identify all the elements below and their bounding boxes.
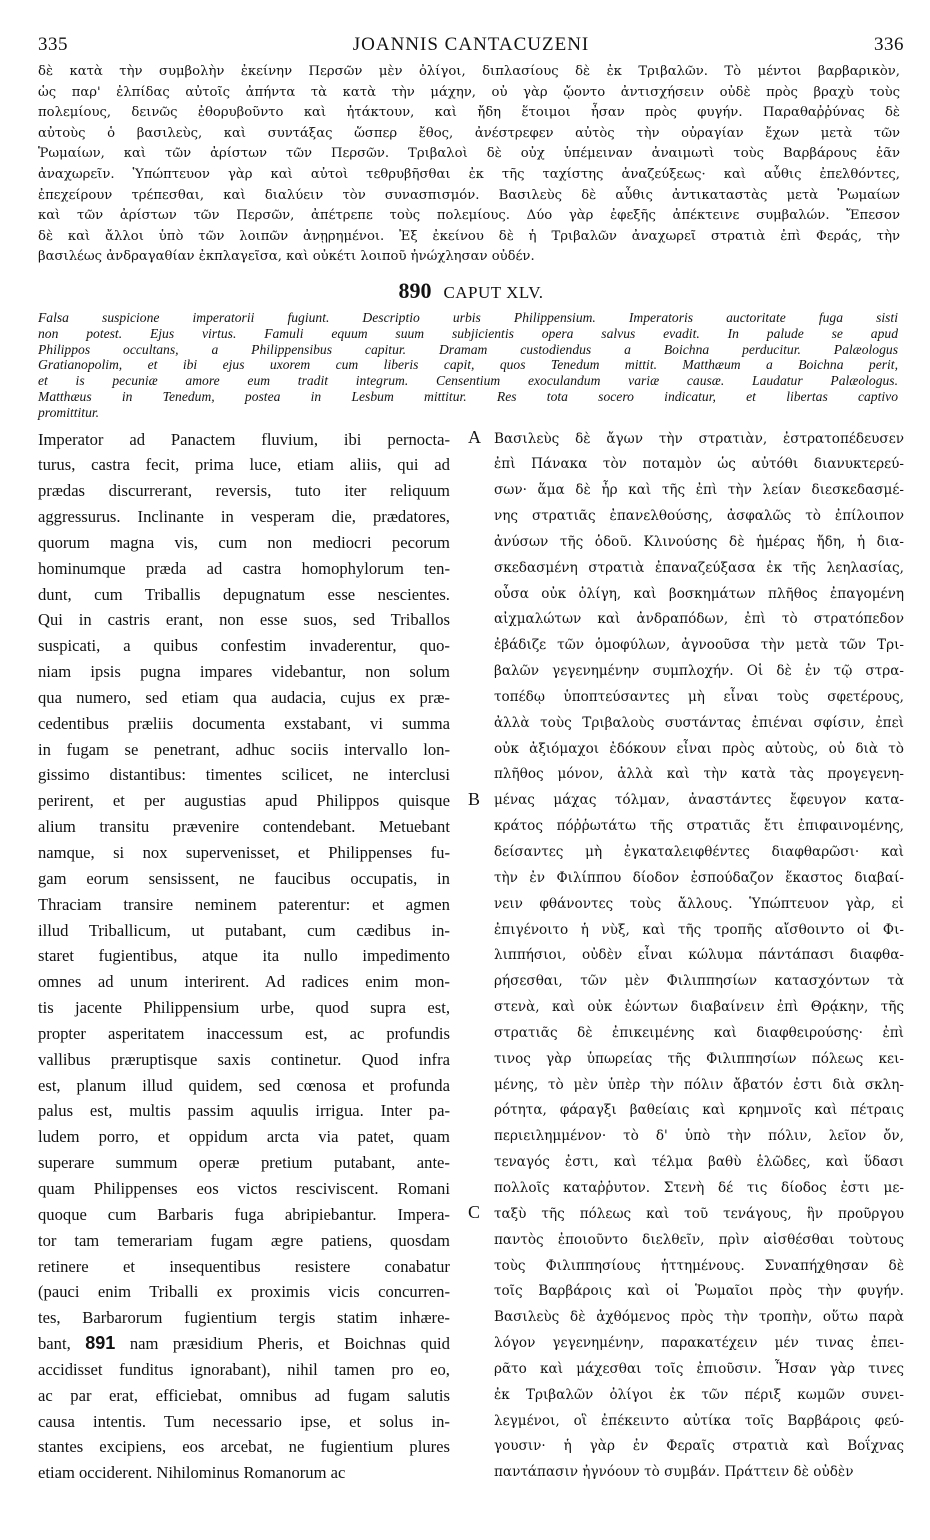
greek-line: δείσαντες μὴ ἐγκαταλειφθέντες διαφθαρῶσι· καὶ: [493, 844, 904, 861]
latin-line: aggressurus. Inclinante in vesperam die, prædatores,: [38, 507, 450, 527]
latin-line: (pauci enim Triballi ex proximis vicis concurren-: [38, 1282, 450, 1302]
running-head: [38, 34, 904, 56]
inline-margin-number: 891: [85, 1333, 116, 1354]
latin-line: hominumque præda ad castra homophylorum ten-: [38, 558, 450, 578]
greek-line: αἰχμαλώτων καὶ ἀνδραπόδων, ἐπὶ τὸ στρατόπεδον: [493, 611, 904, 628]
latin-line: propter asperitatem inaccessum est, ac profundis: [38, 1023, 450, 1043]
greek-line: στενὰ, καὶ οὐκ ἐώντων διαβαίνειν ἐπὶ Θρᾴκην, τῆς: [493, 999, 904, 1016]
running-title: JOANNIS CANTACUZENI: [352, 34, 590, 55]
latin-line: perirent, et per augustias apud Philippos quisque: [38, 791, 450, 811]
latin-line: in fugam se penetrant, adhuc sociis intervallo lon-: [38, 739, 450, 759]
greek-top-line: ἀναχωρεῖν. Ὑπώπτευον γὰρ καὶ αὐτοὶ τεθρυβῆσθαι ἐκ τῆς ταχίστης ἀναζεύξεως· καὶ αὖθις ἐπελθόντες,: [38, 166, 900, 182]
summary-line: Gratianopolim, et ibi ejus uxorem cum liberis capit, quos Tenedum mittit. Matthæum a Boichna perit,: [38, 357, 898, 373]
summary-line: et is pecuniæ amore eum tradit integrum. Censentium exoculandum variæ causæ. Laudatur Palæologus.: [38, 373, 898, 389]
latin-line: superare summum operæ pretium putabant, ante-: [38, 1153, 450, 1173]
latin-line: stantes excipiens, eos arcebat, ne fugientium plures: [38, 1437, 450, 1457]
greek-top-line: καὶ τῶν ἀρίστων τῶν Περσῶν, ἀπέτρεπε τοὺς πολεμίους. Δύο γὰρ ἐφεξῆς ἀπέκτεινε συμβαλών. Ἔπεσον: [38, 208, 900, 224]
greek-line: ρήσεσθαι, τῶν μὲν Φιλιππησίων κατασχόντων τὰ: [493, 973, 904, 990]
greek-line: Βασιλεὺς δὲ ἀχθόμενος πρὸς τὴν τροπὴν, οὕτω παρὰ: [493, 1309, 904, 1326]
latin-line: tes, Barbarorum fugientium tergis statim inhære-: [38, 1308, 450, 1328]
latin-line: quoque cum Barbaris fuga abripiebantur. Impera-: [38, 1204, 450, 1224]
greek-top-line: αὐτοὺς ὁ βασιλεὺς, καὶ συντάξας ὥσπερ ἔθος, ἀνέστρεφεν αὐτὸς τὴν οὐραγίαν ἔχων μετὰ τῶν: [38, 125, 900, 141]
latin-line: etiam occiderent. Nihilominus Romanorum ac: [38, 1463, 346, 1483]
greek-line: τὴν ἐν Φιλίππου δίοδον ἐσπούδαζον ἕκαστος διαβαί-: [493, 869, 904, 886]
summary-line: Matthæus in Tenedum, postea in Lesbum mittitur. Res tota socero indicatur, et libertas captivo: [38, 388, 898, 404]
latin-line: tis jacente Philippensium urbe, quod supra est,: [38, 998, 450, 1018]
latin-line: tor tam temerariam fugam ægre patiens, quosdam: [38, 1230, 450, 1250]
greek-line: παντὸς ἐποιοῦντο διελθεῖν, πρὶν αἰσθέσθαι τοὺτους: [493, 1231, 904, 1248]
greek-line: ρότητα, φάραγξι βαθείαις καὶ κρημνοῖς καὶ πέτραις: [493, 1102, 904, 1119]
greek-top-line: δὲ καὶ ἄλλοι ὑπὸ τῶν λοιπῶν ἀνῃρημένοι. Ἐξ ἐκείνου δὲ ἡ Τριβαλῶν ἀναχωρεῖ στρατιὰ ἐπὶ Φεράς, τὴν: [38, 228, 900, 244]
greek-line: βαλῶν γεγενημένην συμπλοχήν. Οἱ δὲ ἐν τῷ στρα-: [493, 663, 904, 680]
latin-column: [38, 427, 450, 1487]
page-number-left: 335: [38, 34, 68, 55]
greek-line: σκεδασμένη στρατιὰ ἐπαναζεύξασα ἐκ τῆς λεηλασίας,: [493, 559, 904, 576]
greek-line: στρατιᾶς δὲ ἐπικειμένης καὶ διαφθειρούσης· ἐπὶ: [493, 1024, 904, 1041]
greek-line: τινος γὰρ ὑπωρείας τῆς Φιλιππησίων πόλεως κει-: [493, 1050, 904, 1067]
greek-line: λεγμένοι, οἳ ἐπέκειντο αὐτίκα τοῖς Βαρβάροις φεύ-: [493, 1412, 904, 1429]
greek-line: μένας μάχας τόλμαν, ἀναστάντες ἔφευγον κατα-: [493, 792, 904, 809]
greek-line: τοὺς Φιλιππησίους ἡττημένους. Συναπήχθησαν δὲ: [493, 1257, 904, 1274]
greek-line: τοπέδῳ ὑποπτεύσαντες μὴ εἶναι τοὺς σφετέρους,: [493, 688, 904, 705]
latin-line: omnes ad unum interirent. Ad radices enim mon-: [38, 972, 450, 992]
latin-line: Qui in castris erant, non esse suos, sed Triballos: [38, 610, 450, 630]
chapter-heading: [38, 278, 904, 304]
margin-marker-b: B: [468, 788, 481, 809]
greek-line: ἐπὶ Πάνακα τὸν ποταμὸν ὡς αὐτόθι διανυκτερεύ-: [493, 456, 904, 473]
greek-line: πλῆθος μόνον, ἀλλὰ καὶ τὴν κατὰ τὰς προγεγενη-: [493, 766, 904, 783]
greek-top-line: δὲ κατὰ τὴν συμβολὴν ἐκείνην Περσῶν μὲν ὀλίγοι, διπλασίους δὲ ἐκ Τριβαλῶν. Τὸ μέντοι βαρβαρικὸν,: [38, 64, 900, 79]
summary-line: Philippos occultans, a Philippensibus capitur. Dramam custodiendus a Boichna perducitur. Palæologus: [38, 341, 898, 357]
latin-line: est, planum illud quidem, sed cœnosa et profunda: [38, 1075, 450, 1095]
latin-line: staret fugientibus, atque ita nullo impedimento: [38, 946, 450, 966]
latin-line: bant, 891 nam præsidium Pheris, et Boichnas quid: [38, 1333, 450, 1354]
greek-line: ταξὺ τῆς πόλεως καὶ τοῦ τενάγους, ἣν προῦργου: [493, 1205, 904, 1222]
latin-line: namque, si nox supervenisset, et Philippenses fu-: [38, 843, 450, 863]
greek-line: τεναγός ἐστι, καὶ τέλμα βαθὺ ἑλῶδες, καὶ ὕδασι: [493, 1154, 904, 1171]
latin-line: illud Triballicum, ut putabant, cum cædibus in-: [38, 920, 450, 940]
latin-line: causa intentis. Tum necessario ipse, et solus in-: [38, 1411, 450, 1431]
latin-line: qua numero, sed etiam qua audacia, cujus ex præ-: [38, 687, 450, 707]
greek-line: σων· ἅμα δὲ ἦρ καὶ τῆς ἐπὶ τὴν λείαν διεσκεδασμέ-: [493, 482, 904, 499]
greek-line: ἀλλὰ τοὺς Τριβαλοὺς συστάντας ἐπιέναι σφίσιν, ἐπεὶ: [493, 714, 904, 731]
chapter-title: CAPUT XLV.: [443, 282, 544, 302]
latin-line: vallibus præruptisque saxis continetur. Quod infra: [38, 1049, 450, 1069]
latin-line: suspicati, a quibus confestim invaderentur, quo-: [38, 636, 450, 656]
greek-continuation-paragraph: [38, 62, 900, 268]
latin-line: ac par erat, efficiebat, omnibus ad fugam salutis: [38, 1385, 450, 1405]
latin-line: accidisset funditus ignorabant), nihil tamen pro eo,: [38, 1359, 450, 1379]
greek-line: ἐκ Τριβαλῶν ὀλίγοι ἐκ τῶν πέριξ κωμῶν συνει-: [493, 1386, 904, 1403]
margin-marker-c: C: [468, 1201, 481, 1222]
greek-line: λόγον γεγενημένην, παρακατέχειν μέν τινας ἐπει-: [493, 1335, 904, 1352]
greek-top-line: ὡς παρ' ἐλπίδας αὐτοῖς ἀπήντα τὰ κατὰ τὴν μάχην, οὐ γὰρ ᾤοντο ἀντισχήσειν οὐδὲ πρὸς βραχὺ τοὺς: [38, 84, 900, 100]
greek-line: παντάπασιν ἠγνόουν τὸ συμβάν. Πράττειν δὲ οὐδὲν: [493, 1464, 854, 1481]
latin-line: ludem porro, et oppidum arcta via patet, quam: [38, 1127, 450, 1147]
greek-line: λιππήσιοι, οὐδὲν εἶναι κώλυμα πάντάπασι διαφθα-: [493, 947, 904, 964]
latin-line: quam Philippenses eos victos resciviscent. Romani: [38, 1178, 450, 1198]
latin-line: Thraciam transire neminem paterentur: et agmen: [38, 894, 450, 914]
latin-line: palus est, multis passim aquulis irrigua. Inter pa-: [38, 1101, 450, 1121]
latin-line: prædas discurrerant, reversis, tuto iter reliquum: [38, 481, 450, 501]
parallel-text-columns: [38, 427, 904, 1487]
greek-line: τοῖς Βαρβάροις καὶ οἱ Ῥωμαῖοι πρὸς τὴν φυγήν.: [493, 1283, 904, 1300]
greek-line: γουσιν· ἡ γὰρ ἐν Φεραῖς στρατιὰ καὶ Βοΐχνας: [493, 1438, 904, 1455]
greek-line: οὐκ ἀξιόμαχοι ἐδόκουν εἶναι πρὸς αὐτοὺς, οὐ διὰ τὸ: [493, 740, 904, 757]
page-number-right: 336: [874, 34, 904, 55]
latin-line: turus, castra fecit, prima luce, etiam aliis, qui ad: [38, 455, 450, 475]
greek-line: οὖσα οὐκ ὀλίγη, καὶ βοσκημάτων πλῆθος ἐπαγομένη: [493, 585, 904, 602]
latin-line: alium transitu prævenire contendebant. Metuebant: [38, 817, 450, 837]
latin-line: quorum magna vis, cum non mediocri pecorum: [38, 532, 450, 552]
summary-line: non potest. Ejus virtus. Famuli equum suum subjicientis opera salvus evadit. In palude se apud: [38, 325, 898, 341]
latin-line: retinere et insequentibus resistere conabatur: [38, 1256, 450, 1276]
greek-line: ἀνύσων τῆς ὁδοῦ. Κλινούσης δὲ ἡμέρας ἤδη, ἡ δια-: [493, 533, 904, 550]
summary-line: promittitur.: [38, 404, 100, 420]
greek-line: μένης, τὸ μὲν ὑπὲρ τὴν πόλιν ἄβατόν ἐστι διὰ σκλη-: [493, 1076, 904, 1093]
latin-line: gam eorum sensissent, ne faucibus occupatis, in: [38, 868, 450, 888]
greek-line: νης στρατιᾶς ἐπανελθούσης, ἀσφαλῶς τὸ ἐπίλοιπον: [493, 508, 904, 525]
greek-line: Βασιλεὺς δὲ ἄγων τὴν στρατιὰν, ἐστρατοπέδευσεν: [493, 430, 904, 447]
chapter-summary: [38, 310, 898, 421]
greek-line: κράτος πόῤῥωτάτω τῆς στρατιᾶς ἔτι ἐπιφαινομένης,: [493, 818, 904, 835]
greek-column: [494, 427, 904, 1487]
greek-line: νειν φθάνοντες τοὺς ἄλλους. Ὑπώπτευον γὰρ, εἰ: [493, 895, 904, 912]
margin-number: 890: [398, 277, 432, 303]
greek-line: ἐβάδιζε τῶν ὁμοφύλων, ἀγνοοῦσα τὴν μετὰ τῶν Τρι-: [493, 637, 904, 654]
latin-line: gissimo distantibus: timentes scilicet, ne interclusi: [38, 765, 450, 785]
greek-line: περιειλημμένον· τὸ δ' ὑπὸ τὴν πόλιν, λεῖον ὄν,: [493, 1128, 904, 1145]
greek-line: πολλοῖς καταῤῥυτον. Στενὴ δέ τις δίοδος ἐστι με-: [493, 1179, 904, 1196]
greek-top-line: πολεμίους, δεινῶς ἐθορυβοῦντο καὶ ἠτάκτουν, καὶ ἤδη ἕτοιμοι ἦσαν πρὸς φυγήν. Παραθαῤῥύνας δὲ: [38, 105, 900, 121]
greek-top-line: βασιλέως ἀνδραγαθίαν ἐκπλαγεῖσα, καὶ οὐκέτι λοιποῦ ἠνώχλησαν οὐδέν.: [38, 249, 535, 265]
latin-line: cedentibus præliis documenta exstabant, vi summa: [38, 713, 450, 733]
greek-line: ἐπιγένοιτο ἡ νὺξ, καὶ τῆς τροπῆς αἴσθοιντο οἱ Φι-: [493, 921, 904, 938]
summary-line: Falsa suspicione imperatorii fugiunt. Descriptio urbis Philippensium. Imperatoris auctoritate fuga sisti: [38, 309, 898, 325]
latin-line: niam ipsis pugna impares videbantur, non solum: [38, 662, 450, 682]
latin-line: dunt, cum Triballis depugnatum esse nescientes.: [38, 584, 450, 604]
latin-line: Imperator ad Panactem fluvium, ibi pernocta-: [38, 429, 450, 449]
greek-top-line: Ῥωμαίων, καὶ τῶν ἀρίστων τῶν Περσῶν. Τριβαλοὶ δὲ οὐχ ὑπέμειναν ἀναιμωτὶ τοὺς Βαρβάρους ἐᾶν: [38, 146, 900, 162]
greek-top-line: ἐπεχείρουν τρέπεσθαι, καὶ διαλύειν τὸν συνασπισμόν. Βασιλεὺς δὲ αὖθις ἀντικαταστὰς μετὰ Ῥωμαίων: [38, 187, 900, 203]
greek-line: ρᾶτο καὶ μάχεσθαι τοῖς ἐπιοῦσιν. Ἦσαν γὰρ τινες: [493, 1360, 904, 1377]
margin-marker-a: A: [468, 426, 481, 447]
